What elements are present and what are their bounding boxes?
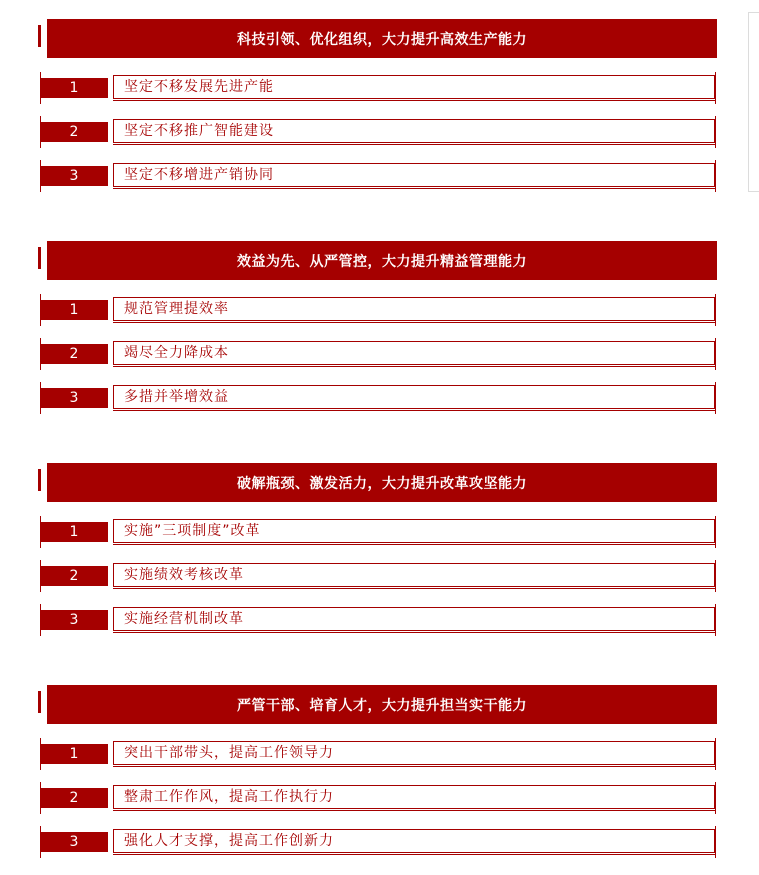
item-right-rule [715, 160, 716, 192]
section-header-accent [38, 469, 41, 491]
item-text: 整肃工作作风，提高工作执行力 [113, 785, 715, 809]
list-item [40, 826, 716, 858]
item-right-rule [715, 782, 716, 814]
item-underline [113, 766, 716, 767]
section-header: 科技引领、优化组织，大力提升高效生产能力 [47, 19, 717, 58]
section-reform [0, 463, 720, 638]
list-item [40, 294, 716, 326]
item-number-badge: 1 [40, 522, 108, 542]
list-item [40, 516, 716, 548]
item-underline [113, 366, 716, 367]
section-header-accent [38, 247, 41, 269]
item-underline [113, 100, 716, 101]
item-text: 坚定不移推广智能建设 [113, 119, 715, 143]
list-item [40, 782, 716, 814]
item-right-rule [715, 382, 716, 414]
item-underline [113, 810, 716, 811]
item-right-rule [715, 604, 716, 636]
item-right-rule [715, 560, 716, 592]
item-number-badge: 1 [40, 744, 108, 764]
item-text: 竭尽全力降成本 [113, 341, 715, 365]
item-right-rule [715, 826, 716, 858]
item-underline [113, 144, 716, 145]
list-item [40, 116, 716, 148]
section-header-accent [38, 25, 41, 47]
section-header: 破解瓶颈、激发活力，大力提升改革攻坚能力 [47, 463, 717, 502]
item-right-rule [715, 516, 716, 548]
item-text: 实施经营机制改革 [113, 607, 715, 631]
item-right-rule [715, 294, 716, 326]
item-underline [113, 588, 716, 589]
item-number-badge: 1 [40, 300, 108, 320]
item-text: 突出干部带头，提高工作领导力 [113, 741, 715, 765]
item-text: 强化人才支撑，提高工作创新力 [113, 829, 715, 853]
list-item [40, 560, 716, 592]
item-text: 实施绩效考核改革 [113, 563, 715, 587]
item-underline [113, 410, 716, 411]
item-number-badge: 2 [40, 344, 108, 364]
section-lean-management [0, 241, 720, 416]
item-text: 坚定不移发展先进产能 [113, 75, 715, 99]
item-text: 多措并举增效益 [113, 385, 715, 409]
item-number-badge: 3 [40, 166, 108, 186]
item-right-rule [715, 738, 716, 770]
item-text: 坚定不移增进产销协同 [113, 163, 715, 187]
item-right-rule [715, 116, 716, 148]
item-underline [113, 188, 716, 189]
item-number-badge: 2 [40, 788, 108, 808]
list-item [40, 738, 716, 770]
section-header: 效益为先、从严管控，大力提升精益管理能力 [47, 241, 717, 280]
item-underline [113, 322, 716, 323]
item-underline [113, 632, 716, 633]
item-text: 规范管理提效率 [113, 297, 715, 321]
side-panel [748, 12, 759, 192]
list-item [40, 604, 716, 636]
item-number-badge: 3 [40, 388, 108, 408]
item-number-badge: 2 [40, 122, 108, 142]
item-underline [113, 544, 716, 545]
list-item [40, 382, 716, 414]
section-high-efficiency-production [0, 19, 720, 194]
item-number-badge: 3 [40, 832, 108, 852]
item-number-badge: 3 [40, 610, 108, 630]
section-header-accent [38, 691, 41, 713]
item-number-badge: 1 [40, 78, 108, 98]
item-text: 实施”三项制度”改革 [113, 519, 715, 543]
list-item [40, 338, 716, 370]
item-number-badge: 2 [40, 566, 108, 586]
item-right-rule [715, 72, 716, 104]
section-talent [0, 685, 720, 865]
list-item [40, 160, 716, 192]
item-underline [113, 854, 716, 855]
item-right-rule [715, 338, 716, 370]
list-item [40, 72, 716, 104]
section-header: 严管干部、培育人才，大力提升担当实干能力 [47, 685, 717, 724]
